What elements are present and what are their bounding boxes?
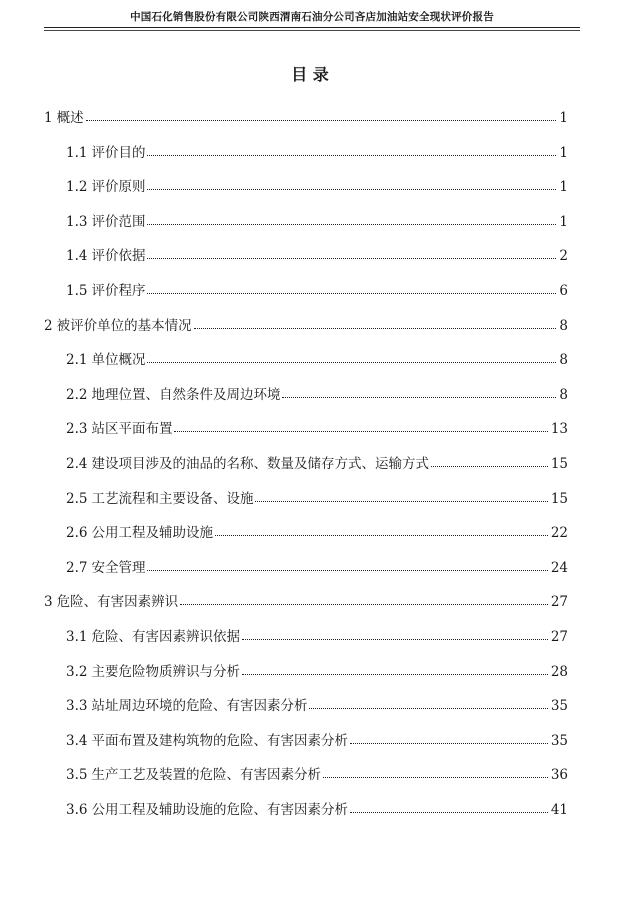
toc-dot-leader: [215, 535, 548, 536]
toc-entry: [66, 554, 568, 576]
toc-entry-page: 1: [559, 144, 568, 161]
toc-entry-label: 地理位置、自然条件及周边环境: [91, 386, 281, 403]
toc-dot-leader: [242, 674, 548, 675]
toc-entry-number: 2.7: [66, 559, 88, 576]
toc-entry: [66, 761, 568, 783]
toc-dot-leader: [194, 328, 557, 329]
toc-entry: [66, 727, 568, 749]
toc-entry-number: 2.1: [66, 352, 88, 369]
toc-entry: [44, 312, 568, 334]
toc-entry-label: 评价目的: [91, 144, 146, 161]
toc-entry-label: 站址周边环境的危险、有害因素分析: [91, 698, 308, 715]
toc-entry-label: 单位概况: [91, 352, 146, 369]
toc-dot-leader: [180, 604, 548, 605]
toc-entry-page: 8: [559, 352, 568, 369]
toc-dot-leader: [350, 812, 548, 813]
toc-entry-label: 概述: [56, 110, 84, 126]
toc-dot-leader: [147, 362, 556, 363]
toc-entry-page: 22: [550, 525, 568, 542]
toc-dot-leader: [323, 777, 548, 778]
toc-dot-leader: [255, 501, 547, 502]
toc-entry-page: 35: [550, 698, 568, 715]
toc-entry-number: 2.5: [66, 490, 88, 507]
toc-entry: [66, 658, 568, 680]
toc-dot-leader: [350, 743, 548, 744]
toc-entry-number: 1.4: [66, 248, 88, 265]
toc-entry: [66, 139, 568, 161]
toc-entry: [44, 104, 568, 126]
toc-title: 目 录: [291, 65, 329, 84]
toc-entry-number: 3: [44, 594, 53, 611]
toc-entry-label: 生产工艺及装置的危险、有害因素分析: [91, 767, 321, 784]
toc-dot-leader: [147, 570, 547, 571]
toc-entry-label: 危险、有害因素辨识依据: [91, 629, 240, 645]
toc-entry-number: 2.4: [66, 456, 88, 472]
toc-entry-page: 1: [559, 213, 568, 230]
toc-entry-number: 3.2: [66, 663, 88, 680]
toc-entry-number: 2.2: [66, 386, 88, 403]
toc-dot-leader: [147, 258, 556, 259]
toc-entry-label: 站区平面布置: [91, 421, 173, 438]
toc-entry: [66, 381, 568, 403]
toc-entry-label: 被评价单位的基本情况: [56, 317, 192, 334]
toc-entry: [66, 242, 568, 264]
toc-entry-label: 危险、有害因素辨识: [56, 594, 179, 611]
toc-dot-leader: [242, 639, 548, 640]
toc-entry-number: 1.2: [66, 179, 88, 196]
toc-entry-page: 27: [550, 629, 568, 645]
toc-entry: [66, 692, 568, 714]
running-header: 中国石化销售股份有限公司陕西渭南石油分公司吝店加油站安全现状评价报告: [130, 11, 494, 23]
toc-entry-page: 15: [550, 456, 568, 472]
toc-entry-page: 6: [559, 283, 568, 299]
toc-dot-leader: [147, 293, 556, 294]
toc-entry-label: 评价程序: [91, 283, 146, 299]
toc-entry-page: 2: [559, 248, 568, 265]
toc-entry-number: 3.3: [66, 698, 88, 715]
toc-dot-leader: [309, 708, 547, 709]
toc-entry-label: 主要危险物质辨识与分析: [91, 663, 240, 680]
toc-entry-label: 公用工程及辅助设施: [91, 525, 213, 542]
toc-entry-number: 3.6: [66, 802, 88, 818]
toc-entry: [66, 450, 568, 472]
toc-entry-label: 评价依据: [91, 248, 146, 265]
toc-entry-label: 建设项目涉及的油品的名称、数量及储存方式、运输方式: [91, 456, 429, 472]
toc-entry-label: 评价原则: [91, 179, 146, 196]
toc-entry: [66, 485, 568, 507]
toc-dot-leader: [147, 224, 556, 225]
toc-entry-label: 工艺流程和主要设备、设施: [91, 490, 254, 507]
toc-entry: [66, 208, 568, 230]
toc-dot-leader: [282, 397, 556, 398]
toc-entry-number: 2.3: [66, 421, 88, 438]
toc-dot-leader: [147, 155, 556, 156]
toc-entry: [66, 173, 568, 195]
toc-entry-label: 评价范围: [91, 213, 146, 230]
toc-entry-number: 1.3: [66, 213, 88, 230]
toc-entry-page: 8: [559, 386, 568, 403]
toc-entry: [66, 796, 568, 818]
toc-entry-page: 27: [550, 594, 568, 611]
toc-entry-page: 36: [550, 767, 568, 784]
toc-entry: [66, 519, 568, 541]
toc-entry-page: 41: [550, 802, 568, 818]
toc-entry: [66, 415, 568, 437]
toc-entry-page: 13: [550, 421, 568, 438]
toc-entry-label: 平面布置及建构筑物的危险、有害因素分析: [91, 732, 348, 749]
toc-dot-leader: [174, 431, 547, 432]
toc-entry-page: 35: [550, 732, 568, 749]
header-rule: [44, 27, 580, 28]
toc-entry-label: 公用工程及辅助设施的危险、有害因素分析: [91, 802, 348, 818]
toc-entry-page: 1: [559, 110, 568, 126]
toc-entry: [44, 588, 568, 610]
toc-entry: [66, 623, 568, 645]
header-rule-secondary: [44, 30, 580, 31]
toc-dot-leader: [147, 189, 556, 190]
toc-dot-leader: [431, 466, 548, 467]
toc-entry-number: 1: [44, 110, 53, 126]
toc-entry-page: 28: [550, 663, 568, 680]
toc-entry-number: 3.4: [66, 732, 88, 749]
toc-entry-page: 1: [559, 179, 568, 196]
toc-entry-page: 15: [550, 490, 568, 507]
toc-entry: [66, 277, 568, 299]
toc-entry-number: 1.1: [66, 144, 88, 161]
toc-dot-leader: [86, 120, 557, 121]
toc-entry-number: 2: [44, 317, 53, 334]
toc-entry-number: 2.6: [66, 525, 88, 542]
toc-entry-number: 3.5: [66, 767, 88, 784]
toc-entry-page: 8: [559, 317, 568, 334]
toc-entry-label: 安全管理: [91, 559, 146, 576]
toc-entry-number: 1.5: [66, 283, 88, 299]
toc-entry: [66, 346, 568, 368]
toc-entry-page: 24: [550, 559, 568, 576]
toc-entry-number: 3.1: [66, 629, 88, 645]
